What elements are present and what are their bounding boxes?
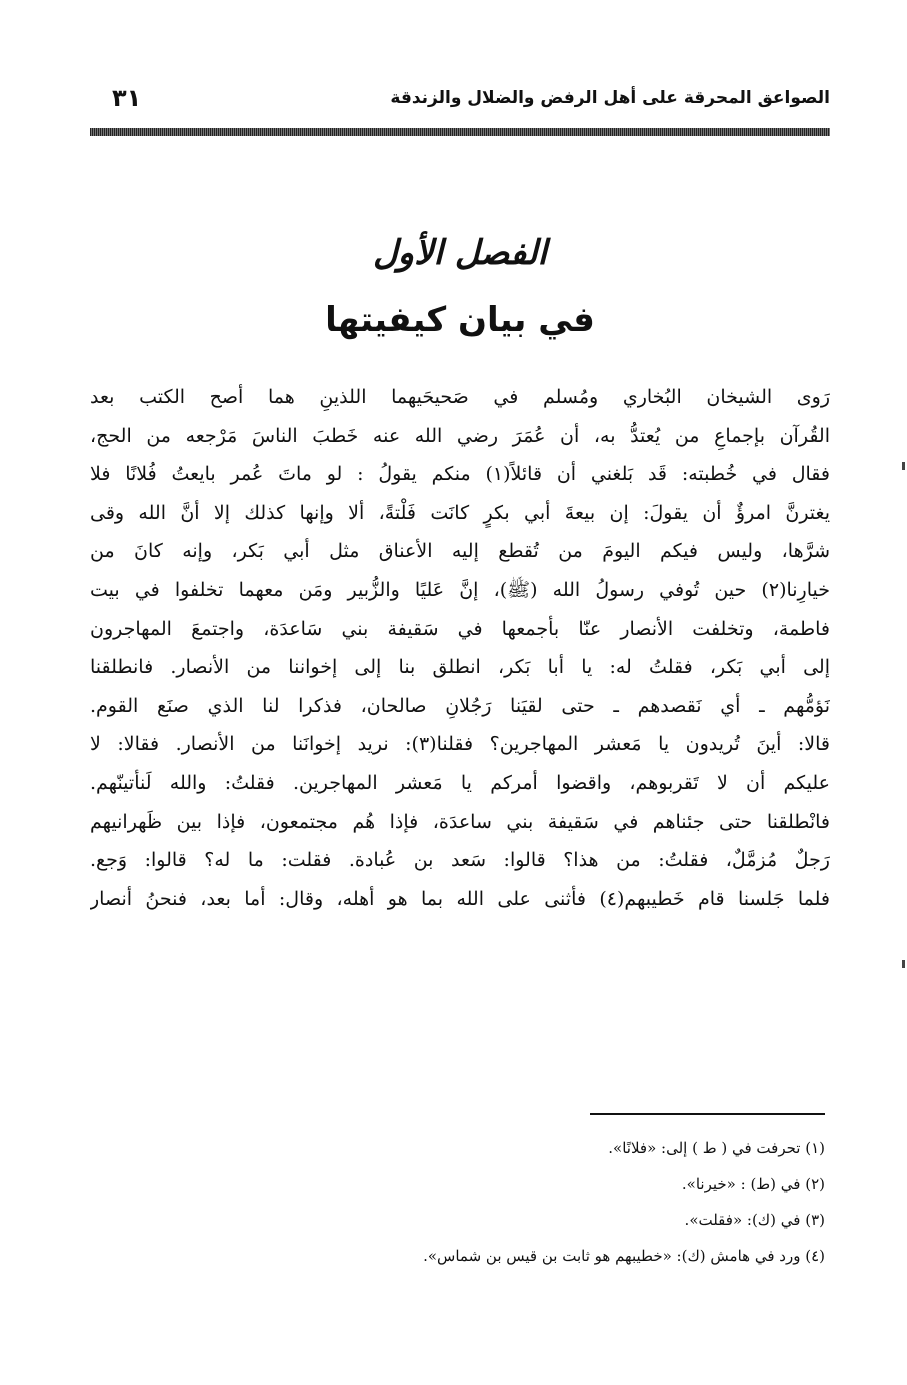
body-line: يغترنَّ امرؤٌ أن يقولَ: إن بيعةَ أبي بكرٍ كانَت فَلْتةً، ألا وإنها كذلك إلا أنَّ الله وقى: [90, 501, 830, 524]
body-line: خيارِنا(٢) حين تُوفي رسولُ الله (ﷺ)، إنَّ عَليًا والزُّبير ومَن معهما تخلفوا في بيت: [90, 578, 830, 601]
body-line: شرَّها، وليس فيكم اليومَ من تُقطع إليه الأعناق مثل أبي بَكر، وإنه كانَ من: [90, 540, 830, 563]
body-line: فقال في خُطبته: قَد بَلغني أن قائلاً(١) منكم يقولُ : لو ماتَ عُمر بايعتُ فُلانًا فلا: [90, 463, 830, 486]
body-line: فلما جَلسنا قام خَطيبهم(٤) فأثنى على الله بما هو أهله، وقال: أما بعد، فنحنُ أنصار: [90, 887, 830, 910]
page-number: ٣١: [112, 84, 142, 112]
margin-mark: [902, 960, 905, 968]
chapter-subtitle: في بيان كيفيتها: [325, 300, 595, 340]
body-text: [90, 378, 830, 918]
chapter-title: الفصل الأول: [372, 233, 548, 273]
body-line: القُرآن بإجماعِ من يُعتدُّ به، أن عُمَرَ رضي الله عنه خَطبَ الناسَ مَرْجعه من الحج،: [90, 424, 830, 447]
body-line: إلى أبي بَكر، فقلتُ له: يا أبا بَكر، انطلق بنا إلى إخواننا من الأنصار. فانطلقنا: [90, 656, 830, 679]
body-line: فاطمة، وتخلفت الأنصار عنّا بأجمعها في سَقيفة بني سَاعدَة، واجتمعَ المهاجرون: [90, 617, 830, 640]
footnote: (٣) في (ك): «فقلت».: [684, 1211, 825, 1229]
header-rule: [90, 128, 830, 136]
body-line: عليكم أن لا تَقربوهم، واقضوا أمركم يا مَعشر المهاجرين. فقلتُ: والله لَنأتينّهم.: [90, 771, 830, 794]
body-line: نَؤمُّهم ـ أي نَقصدهم ـ حتى لقيَنا رَجُلانِ صالحان، فذكرا لنا الذي صنَع القوم.: [90, 694, 830, 717]
footnote: (١) تحرفت في ( ط ) إلى: «فلانًا».: [608, 1139, 825, 1157]
running-title: الصواعق المحرقة على أهل الرفض والضلال والزندقة: [390, 88, 830, 108]
footnote: (٢) في (ط) : «خيرنا».: [681, 1175, 825, 1193]
margin-mark: [902, 462, 905, 470]
body-line: رَوى الشيخان البُخاري ومُسلم في صَحيحَيهما اللذينِ هما أصح الكتب بعد: [90, 386, 830, 408]
body-line: قالا: أينَ تُريدون يا مَعشر المهاجرين؟ فقلنا(٣): نريد إخوانَنا من الأنصار. فقالا: لا: [90, 733, 830, 756]
body-line: رَجلٌ مُزمَّلٌ، فقلتُ: من هذا؟ قالوا: سَعد بن عُبادة. فقلت: ما له؟ قالوا: وَجع.: [90, 849, 830, 872]
footnote: (٤) ورد في هامش (ك): «خطيبهم هو ثابت بن قيس بن شماس».: [423, 1247, 825, 1265]
footnotes: [240, 1130, 825, 1274]
footnote-rule: [590, 1113, 825, 1115]
page-header: [90, 86, 830, 122]
body-line: فانْطلقنا حتى جئناهم في سَقيفة بني ساعدَة، فإذا هُم مجتمعون، فإذا بين ظَهرانيهم: [90, 810, 830, 833]
